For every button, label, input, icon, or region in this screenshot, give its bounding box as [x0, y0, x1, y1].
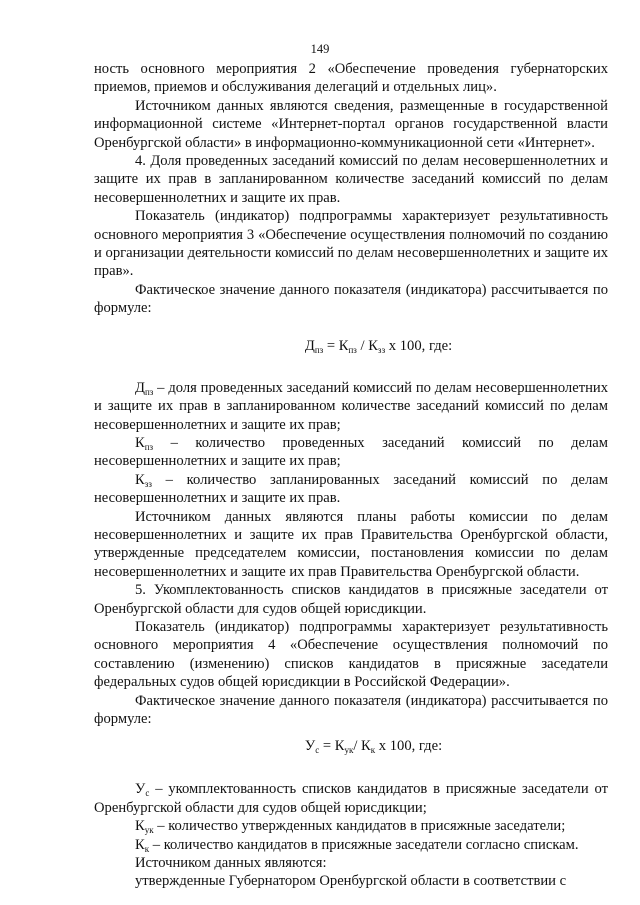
definition-item: $К_{пз}$ – количество проведенных заседаний комиссий по делам несовершеннолетних и защите их прав;	[94, 434, 608, 470]
definition-item: $К_к$ – количество кандидатов в присяжные заседатели согласно спискам.	[135, 836, 579, 854]
paragraph: Показатель (индикатор) подпрограммы характеризует результативность основного мероприятия 3 «Обеспечение осуществления полномочий по созданию и организации деятельности комиссий по делам несовершеннолетних и защите их прав».	[94, 208, 608, 280]
body-text	[94, 60, 608, 891]
definition-item: $К_{ук}$ – количество утвержденных кандидатов в присяжные заседатели;	[135, 818, 566, 836]
paragraph: утвержденные Губернатором Оренбургской области в соответствии с	[135, 873, 567, 890]
indicator-heading-5: 5. Укомплектованность списков кандидатов в присяжные заседатели от Оренбургской области для судов общей юрисдикции.	[94, 582, 608, 617]
page-number: 149	[310, 42, 330, 56]
formula-1: $Д_{пз} = К_{пз} / К_{зз}$ x 100, где:	[304, 337, 453, 355]
indicator-heading-4: 4. Доля проведенных заседаний комиссий по делам несовершеннолетних и защите их прав в запланированном количестве заседаний комиссий по делам несовершеннолетних и защите их прав.	[94, 153, 608, 206]
paragraph: Источником данных являются:	[135, 855, 327, 872]
paragraph: Фактическое значение данного показателя (индикатора) рассчитывается по формуле:	[94, 281, 608, 317]
paragraph: Показатель (индикатор) подпрограммы характеризует результативность основного мероприятия 4 «Обеспечение осуществления полномочий по составлению (изменению) списков кандидатов в присяжные заседатели федеральных судов общей юрисдикции в Российской Федерации».	[94, 618, 608, 691]
definition-item: $К_{зз}$ – количество запланированных заседаний комиссий по делам несовершеннолетних и защите их прав.	[94, 471, 608, 507]
formula-2: $У_с = К_{ук}/$ $К_к$ x 100, где:	[304, 738, 443, 756]
paragraph: ность основного мероприятия 2 «Обеспечение проведения губернаторских приемов, приемов и обслуживания делегаций и отдельных лиц».	[94, 61, 608, 96]
definition-item: $Д_{пз}$ – доля проведенных заседаний комиссий по делам несовершеннолетних и защите их прав в запланированном количестве заседаний комиссий по делам несовершеннолетних и защите их прав;	[94, 379, 608, 433]
paragraph: Фактическое значение данного показателя (индикатора) рассчитывается по формуле:	[94, 692, 608, 727]
definition-item: $У_с$ – укомплектованность списков кандидатов в присяжные заседатели от Оренбургской области для судов общей юрисдикции;	[94, 781, 608, 816]
paragraph: Источником данных являются сведения, размещенные в государственной информационной системе «Интернет-портал органов государственной власти Оренбургской области» в информационно-коммуникационной сети «Интернет».	[94, 97, 608, 151]
paragraph: Источником данных являются планы работы комиссии по делам несовершеннолетних и защите их прав Правительства Оренбургской области, утвержденные председателем комиссии, постановления комиссии по делам несовершеннолетних и защите их прав Правительства Оренбургской области.	[94, 508, 608, 580]
